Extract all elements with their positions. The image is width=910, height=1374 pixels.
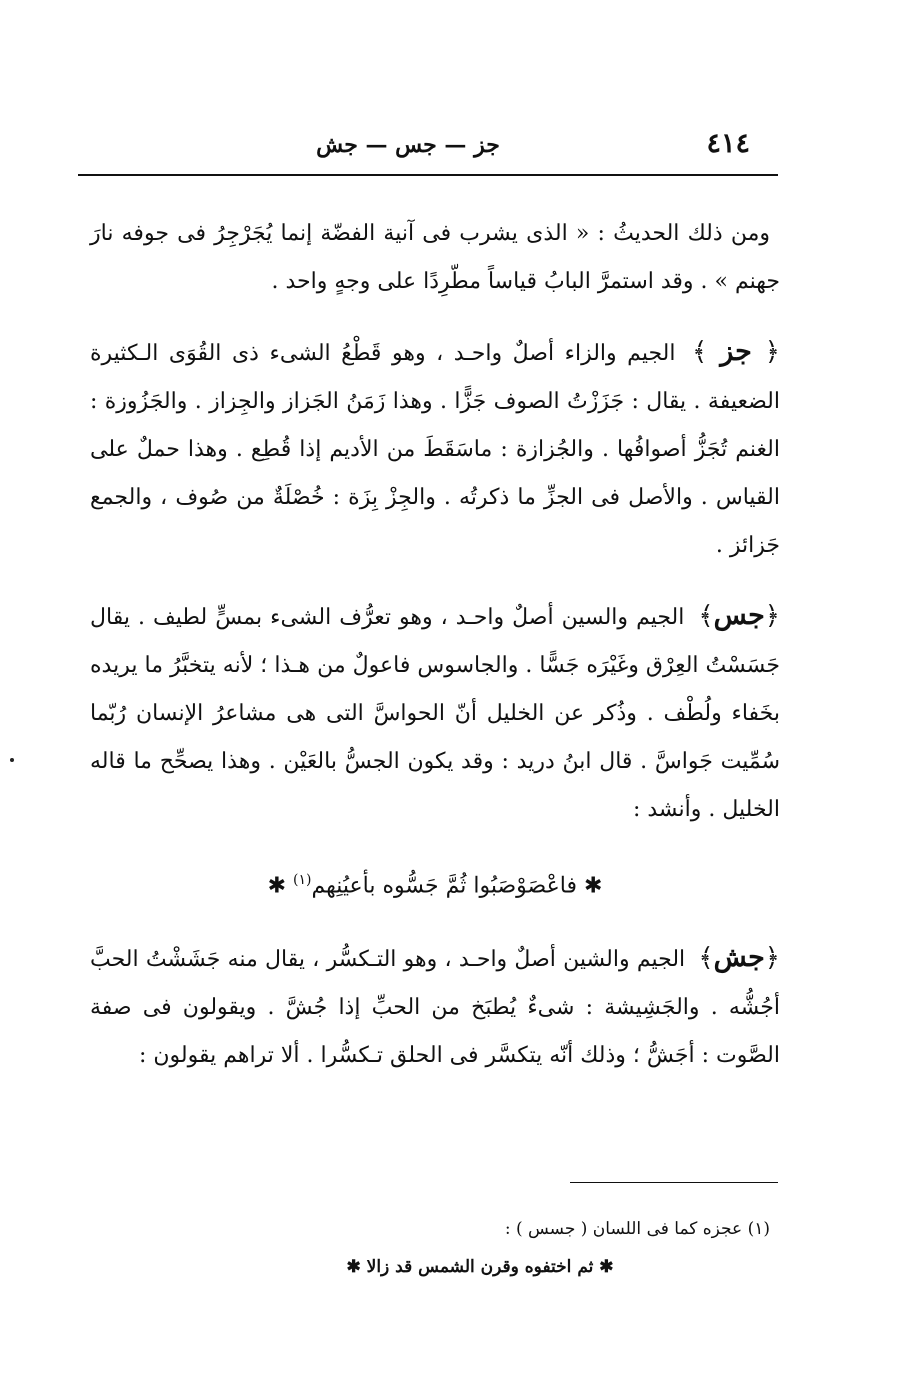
header-rule — [78, 174, 778, 176]
entry-jaz — [90, 328, 780, 570]
entry-jash — [90, 934, 780, 1080]
margin-mark — [10, 758, 14, 762]
footnote-1: (١) عجزه كما فى اللسان ( جسس ) : — [504, 1219, 770, 1239]
page-header — [78, 128, 778, 174]
page-number: ٤١٤ — [706, 128, 750, 159]
footnote-rule — [570, 1182, 778, 1183]
verse-text: ✱ فاعْصَوْصَبُوا ثُمَّ جَسُّوه بأعيُنِهم — [311, 873, 603, 899]
entry-text-jaz: الجيم والزاء أصلٌ واحـد ، وهو قَطْعُ الشىء ذى القُوَى الـكثيرة الضعيفة . يقال : جَزَزْتُ الصوف جَزًّا . وهذا زَمَنُ الجَزاز والجِزاز . والجَزُوزة : الغنم تُجَزُّ أصوافُها . والجُزازة : ماسَقَطَ من الأديم إذا قُطِع . وهذا حملٌ على القياس . والأصل فى الجزِّ ما ذكرتُه . والجِزْ بِزَة : خُصْلَةٌ من صُوف ، والجمع جَزائز . — [90, 341, 780, 558]
verse-end-mark: ✱ — [267, 873, 287, 899]
entry-text-jash: الجيم والشين أصلٌ واحـد ، وهو التـكسُّر ، يقال منه جَشَشْتُ الحبَّ أجُشُّه . والجَشِيشة : شىءٌ يُطبَخ من الحبِّ إذا جُشَّ . ويقولون فى صفة الصَّوت : أجَشُّ ؛ وذلك أنّه يتكسَّر فى الحلق تـكسُّرا . ألا تراهم يقولون : — [90, 947, 780, 1069]
footnotes — [90, 1210, 770, 1286]
entry-head-jaz: ﴿ جز ﴾ — [692, 336, 780, 367]
quoted-verse — [90, 856, 780, 910]
running-head: جز — جس — جش — [316, 132, 500, 158]
footnote-reference: (١) — [293, 872, 312, 888]
entry-jas — [90, 592, 780, 834]
entry-head-jas: ﴿جس﴾ — [698, 600, 781, 631]
entry-head-jash-label: جش — [713, 942, 765, 974]
entry-head-jaz-label: جز — [720, 336, 752, 367]
entry-text-jas: الجيم والسين أصلٌ واحـد ، وهو تعرُّف الشىء بمسٍّ لطيف . يقال جَسَسْتُ العِرْق وغَيْرَه جَسًّا . والجاسوس فاعولٌ من هـذا ؛ لأنه يتخبَّرُ ما يريده بخَفاء ولُطْف . وذُكر عن الخليل أنّ الحواسَّ التى هى مشاعرُ الإنسان رُبّما سُمِّيت جَواسَّ . قال ابنُ دريد : وقد يكون الجسُّ بالعَيْن . وهذا يصحِّح ما قاله الخليل . وأنشد : — [90, 605, 780, 822]
entry-head-jash: ﴿جش﴾ — [698, 942, 781, 974]
entry-head-jas-label: جس — [713, 600, 765, 631]
intro-paragraph: ومن ذلك الحديثُ : « الذى يشرب فى آنية الفضّة إنما يُجَرْجِرُ فى جوفه نارَ جهنم » . وقد استمرَّ البابُ قياساً مطّرِدًا على وجهٍ واحد . — [90, 221, 780, 294]
footnote-1-verse: ✱ ثم اختفوه وقرن الشمس قد زالا ✱ — [346, 1257, 614, 1277]
page-body — [90, 210, 780, 1102]
